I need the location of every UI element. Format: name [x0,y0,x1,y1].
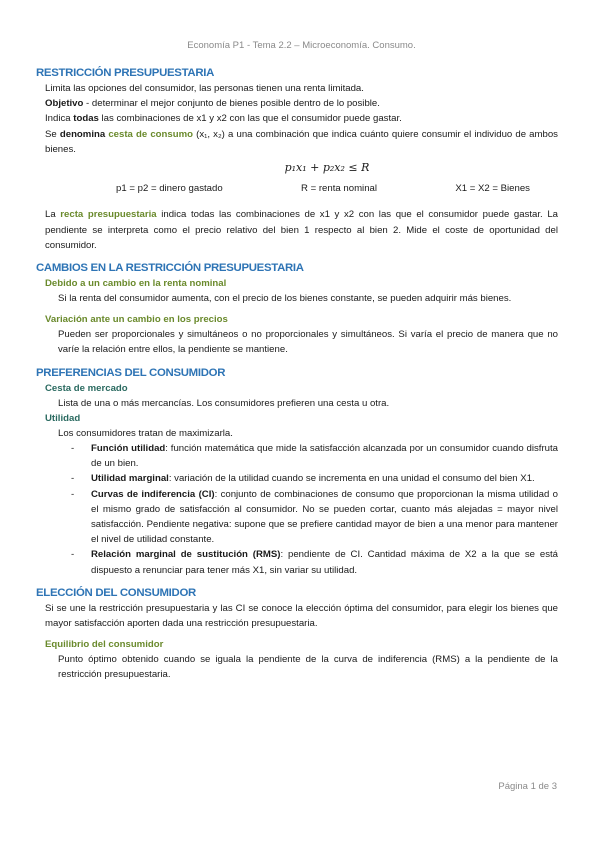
text-funcion-utilidad: : función matemática que mide la satisfacción alcanzada por un consumidor cuando disfruta de un bien. [91,443,558,470]
s1-cesta-term: cesta de consumo [108,128,193,140]
def-bienes: X1 = X2 = Bienes [455,183,530,195]
utility-concepts-list [36,441,558,578]
section-title-cambios: CAMBIOS EN LA RESTRICCIÓN PRESUPUESTARIA [36,262,304,275]
s1-objetivo-text: - determinar el mejor conjunto de bienes posible dentro de lo posible. [83,98,380,110]
dash-marker: - [71,473,75,485]
s1-line1: Limita las opciones del consumidor, las personas tienen una renta limitada. [45,83,364,94]
s1-l3-pre: Indica [45,113,74,125]
page-header: Economía P1 - Tema 2.2 – Microeconomía. Consumo. [187,40,416,51]
budget-formula: p₁x₁ + p₂x₂ ≤ R [284,161,370,175]
s1-p2-pre: La [45,209,61,221]
s1-l3-rest: las combinaciones de x1 y x2 con las que el consumidor puede gastar. [98,113,402,125]
s1-line3 [36,111,558,126]
s3-text-utilidad: Los consumidores tratan de maximizarla. [58,427,233,439]
term-funcion-utilidad: Función utilidad [91,443,166,455]
term-curvas-indiferencia: Curvas de indiferencia (CI) [91,488,215,500]
def-precios: p1 = p2 = dinero gastado [116,183,223,195]
list-item [71,487,558,548]
s1-paragraph2 [36,207,558,253]
section-title-preferencias: PREFERENCIAS DEL CONSUMIDOR [36,366,226,379]
term-rms: Relación marginal de sustitución (RMS) [91,549,281,561]
dash-marker: - [71,443,75,455]
document-body [36,66,558,683]
s3-text-cesta: Lista de una o más mercancías. Los consumidores prefieren una cesta u otra. [58,397,390,409]
s1-recta-term: recta presupuestaria [60,209,157,221]
s3-subtitle-cesta: Cesta de mercado [45,382,128,394]
s1-l3-bold: todas [73,113,99,125]
dash-marker: - [71,549,75,561]
list-item [71,471,558,486]
s4-text-equilibrio: Punto óptimo obtenido cuando se iguala la pendiente de la curva de indiferencia (RMS) a la pendiente de la restricción presupuestaria. [58,654,558,681]
text-curvas-indiferencia: : conjunto de combinaciones de consumo que proporcionan la misma utilidad o el mismo grado de satisfacción al consumidor. No se pueden cortar, cuanto más alejadas = mayor nivel satisfacción. Pendiente negativa: supone que se prefiere cantidad mayor de bien a una menor para mantener el nivel de utilidad constante. [91,488,558,546]
def-renta: R = renta nominal [301,183,377,195]
term-utilidad-marginal: Utilidad marginal [91,473,169,485]
section-title-eleccion: ELECCIÓN DEL CONSUMIDOR [36,586,196,599]
s2-subtitle-renta: Debido a un cambio en la renta nominal [45,278,227,290]
s1-l4-paren: (x₁, x₂) [192,128,225,140]
s1-l4-rest: a una combinación que indica cuánto quiere consumir el individuo de ambos bienes. [45,128,558,155]
s4-subtitle-equilibrio: Equilibrio del consumidor [45,639,164,651]
text-rms: : pendiente de CI. Cantidad máxima de X2 a la que se está dispuesto a renunciar para tener más X1, sin variar su utilidad. [91,549,558,576]
s1-line2 [36,96,558,111]
s1-line4 [36,127,558,157]
s4-text-eleccion: Si se une la restricción presupuestaria y las CI se conoce la elección óptima del consumidor, para elegir los bienes que mayor satisfacción aporten dada una restricción presupuestaria. [45,602,558,630]
s3-subtitle-utilidad: Utilidad [45,412,81,424]
s2-text-renta: Si la renta del consumidor aumenta, con el precio de los bienes constante, se pueden adquirir más bienes. [58,293,512,305]
s1-l4-bold: denomina [59,128,106,140]
list-item [71,547,558,577]
text-utilidad-marginal: : variación de la utilidad cuando se incrementa en una unidad el consumo del bien X1. [168,473,535,485]
page-number: Página 1 de 3 [498,781,557,792]
s2-subtitle-precios: Variación ante un cambio en los precios [45,314,228,326]
list-item [71,441,558,471]
s1-p2-rest: indica todas las combinaciones de x1 y x2 con las que el consumidor puede gastar. La pendiente se interpreta como el precio relativo del bien 1 respecto al bien 2. Mide el coste de oportunidad del consumidor. [45,209,558,251]
section-title-restriccion: RESTRICCIÓN PRESUPUESTARIA [36,67,215,79]
s2-text-precios: Pueden ser proporcionales y simultáneos o no proporcionales y simultáneos. Si varía el precio de manera que no varíe la relación entre ellos, la pendiente se mantiene. [58,329,558,356]
dash-marker: - [71,488,75,500]
formula-definitions [36,181,558,196]
s1-l4-pre: Se [45,128,60,140]
s1-objetivo-term: Objetivo [45,98,84,110]
